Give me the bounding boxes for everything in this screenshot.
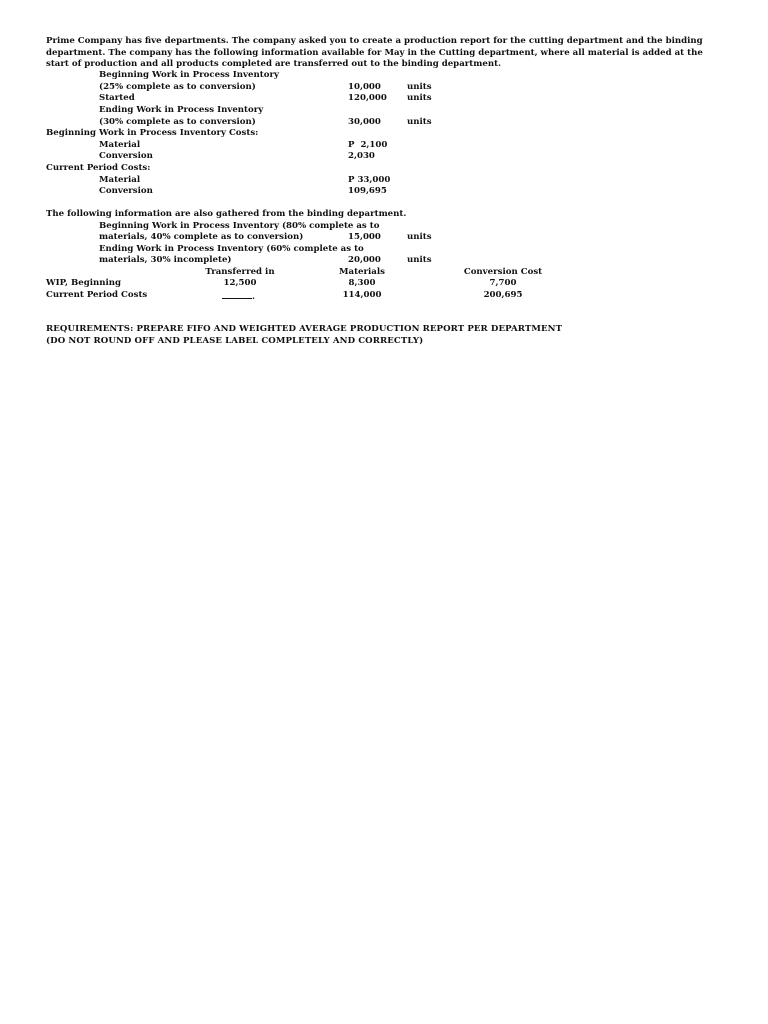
wip-beginning-conversion: 7,700 — [489, 278, 517, 288]
requirements-line2: (DO NOT ROUND OFF AND PLEASE LABEL COMPLETELY AND CORRECTLY) — [46, 336, 424, 346]
intro-paragraph: Prime Company has five departments. The company asked you to create a production report for the cutting department and the binding department. The company has the following information available for May in the Cutting department, where all material is added at the start of production and all products completed are transferred out to the binding department. — [46, 36, 703, 70]
blank-line — [222, 290, 252, 299]
binding-ewip-units: 20,000 — [348, 255, 381, 265]
units-label: units — [407, 82, 432, 92]
cutting-cur-conversion-label: Conversion — [99, 186, 153, 196]
binding-bwip-line1: Beginning Work in Process Inventory (80% complete as to — [99, 221, 380, 231]
col-header-materials: Materials — [339, 267, 385, 277]
cutting-bwip-units: 10,000 — [348, 82, 381, 92]
binding-ewip-line1: Ending Work in Process Inventory (60% complete as to — [99, 244, 364, 254]
units-label: units — [407, 117, 432, 127]
binding-ewip-line2: materials, 30% incomplete) — [99, 255, 232, 265]
binding-bwip-units: 15,000 — [348, 232, 381, 242]
cutting-bwip-conversion-value: 2,030 — [348, 151, 375, 161]
row-label-wip-beginning: WIP, Beginning — [46, 278, 122, 288]
current-materials: 114,000 — [342, 290, 382, 300]
binding-intro: The following information are also gathered from the binding department. — [46, 209, 407, 219]
wip-beginning-transferred-in: 12,500 — [223, 278, 257, 288]
col-header-conversion-cost: Conversion Cost — [463, 267, 543, 277]
current-conversion: 200,695 — [483, 290, 523, 300]
cutting-cur-conversion-value: 109,695 — [348, 186, 387, 196]
cutting-bwip-material-label: Material — [99, 140, 141, 150]
row-label-current-period-costs: Current Period Costs — [46, 290, 148, 300]
blank-suffix: . — [252, 292, 255, 302]
cutting-bwip-conversion-label: Conversion — [99, 151, 153, 161]
requirements-line1: REQUIREMENTS: PREPARE FIFO AND WEIGHTED AVERAGE PRODUCTION REPORT PER DEPARTMENT — [46, 324, 563, 334]
units-label: units — [407, 232, 432, 242]
units-label: units — [407, 93, 432, 103]
cutting-ewip-sub: (30% complete as to conversion) — [99, 117, 256, 127]
current-transferred-in-blank — [222, 290, 255, 304]
cutting-cur-material-value: P 33,000 — [348, 175, 391, 185]
cutting-ewip-units: 30,000 — [348, 117, 381, 127]
cutting-bwip-costs-heading: Beginning Work in Process Inventory Costs: — [46, 128, 259, 138]
cutting-ewip-label: Ending Work in Process Inventory — [99, 105, 264, 115]
cutting-started-label: Started — [99, 93, 135, 103]
wip-beginning-materials: 8,300 — [348, 278, 376, 288]
cutting-started-units: 120,000 — [348, 93, 387, 103]
binding-bwip-line2: materials, 40% complete as to conversion) — [99, 232, 304, 242]
col-header-transferred-in: Transferred in — [205, 267, 275, 277]
cutting-current-heading: Current Period Costs: — [46, 163, 151, 173]
cutting-bwip-label: Beginning Work in Process Inventory — [99, 70, 279, 80]
cutting-cur-material-label: Material — [99, 175, 141, 185]
cutting-bwip-material-value: P 2,100 — [348, 140, 388, 150]
units-label: units — [407, 255, 432, 265]
cutting-bwip-sub: (25% complete as to conversion) — [99, 82, 256, 92]
